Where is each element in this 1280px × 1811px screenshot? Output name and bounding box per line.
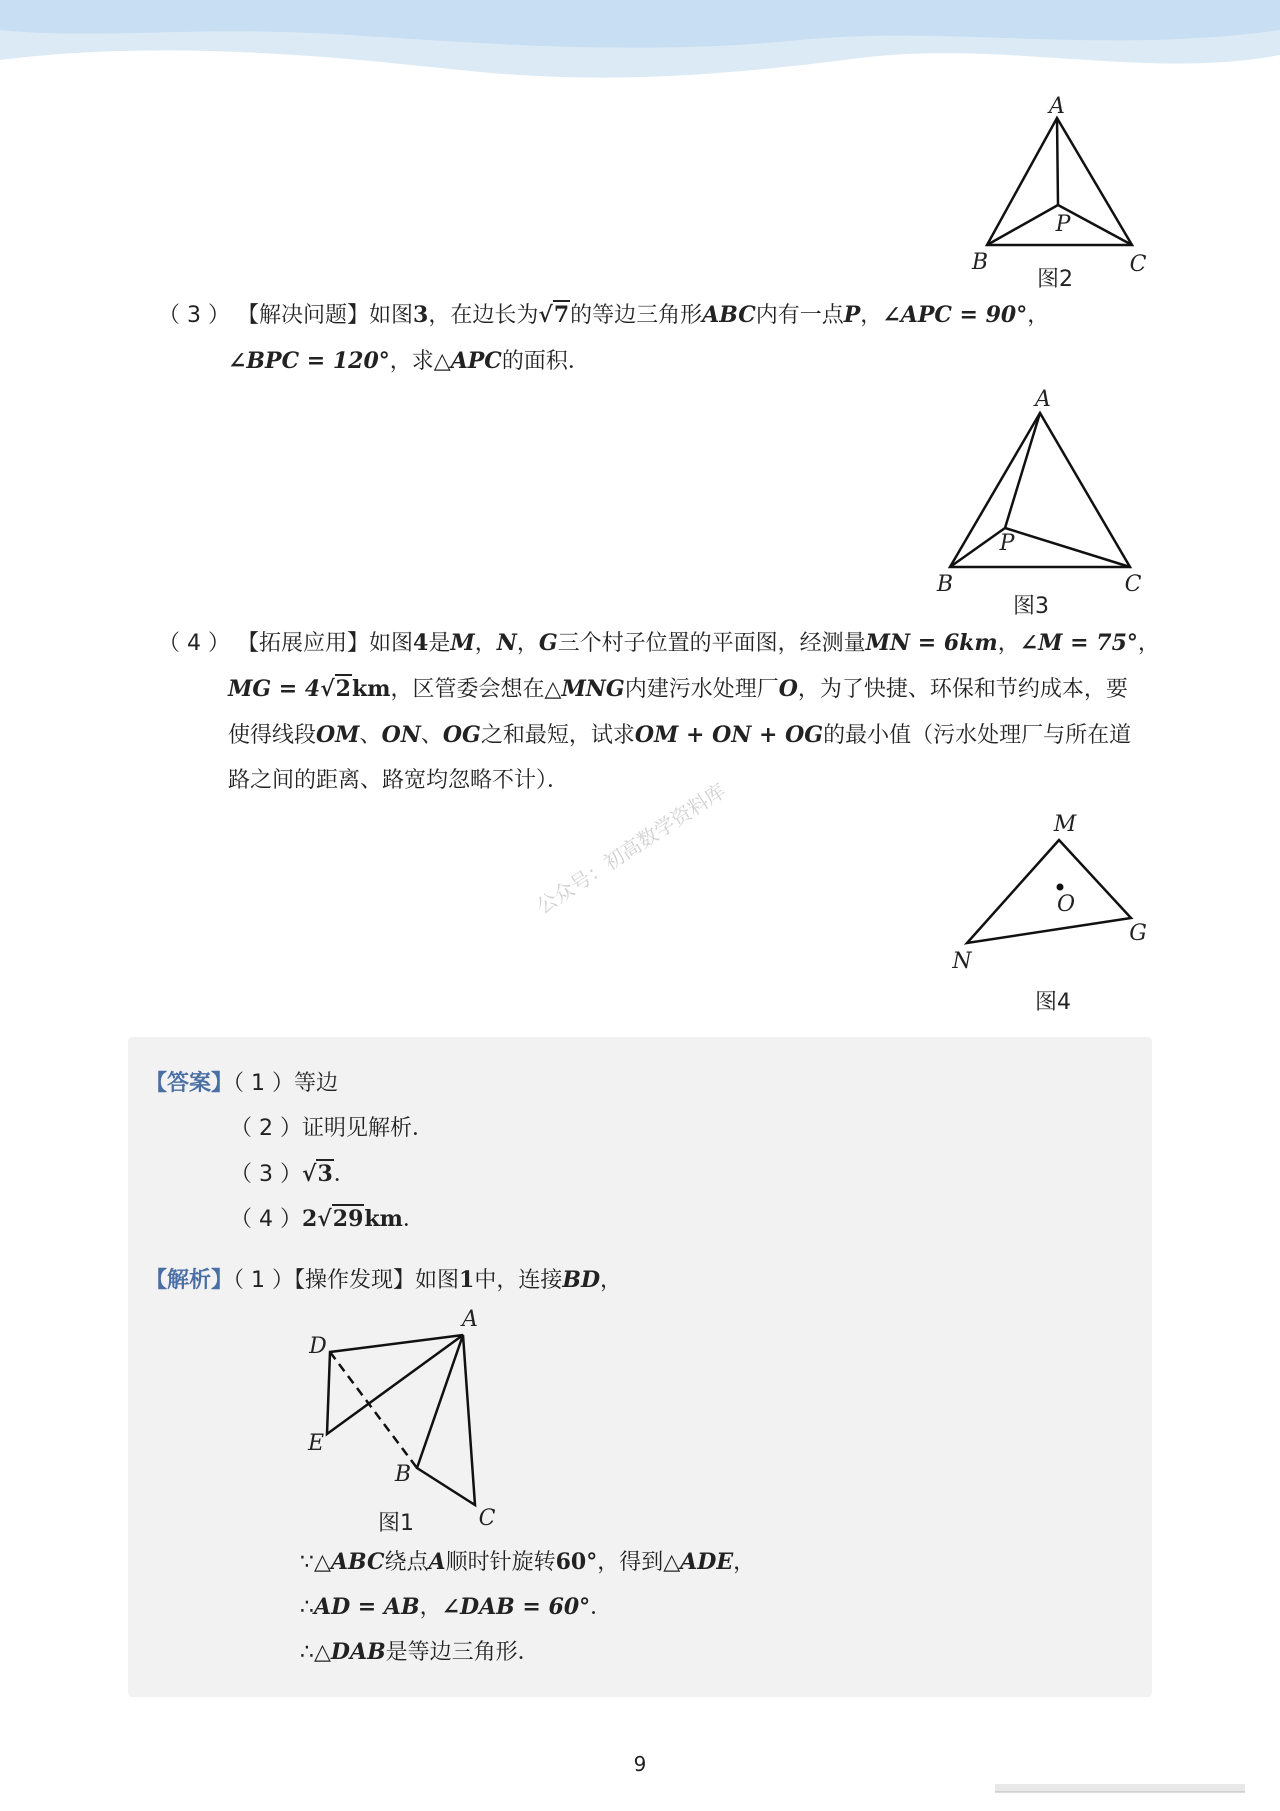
analysis-fig-ref: 1	[459, 1267, 475, 1293]
problem-3-title: 【解决问题】	[236, 303, 369, 328]
problem-4-mg-unit: km	[351, 676, 391, 702]
analysis-text: ∴△	[300, 1640, 331, 1665]
analysis-1-number: （ 1 ）	[233, 1268, 294, 1293]
problem-4-text: 三个村子位置的平面图，经测量	[557, 631, 866, 656]
answer-4-sqrt: √29	[317, 1206, 364, 1232]
fig1-label-e: E	[307, 1431, 325, 1456]
answer-line-4	[230, 1204, 425, 1235]
answer-3-sqrt: √3	[301, 1161, 333, 1187]
problem-4-text: ，	[1137, 631, 1160, 656]
problem-3-line-2	[228, 346, 590, 377]
problem-4-text: 内建污水处理厂	[624, 677, 779, 702]
figure-1-caption: 图1	[378, 1511, 414, 1536]
analysis-degree: 60°	[555, 1549, 598, 1575]
problem-4-var: M	[450, 630, 475, 656]
answer-1-text: 等边	[294, 1071, 339, 1096]
analysis-text: 是等边三角形．	[385, 1640, 540, 1665]
analysis-1-title: 【操作发现】	[294, 1268, 416, 1293]
analysis-text: ．	[590, 1595, 613, 1620]
problem-4-text: 如图	[369, 631, 414, 656]
figure-3	[925, 380, 1155, 595]
problem-3-side: √7	[538, 302, 570, 328]
answer-4-coef: 2	[301, 1206, 318, 1232]
analysis-text: ∴	[300, 1595, 314, 1620]
header-wave-decoration	[0, 0, 1280, 95]
page-number: 9	[633, 1752, 647, 1776]
problem-3-angle-apc: ∠APC = 90°	[882, 302, 1028, 328]
problem-3-triangle: ABC	[702, 302, 756, 328]
analysis-text: 如图	[415, 1268, 460, 1293]
answer-2-number: （ 2 ）	[230, 1116, 302, 1141]
answer-line-2	[230, 1114, 434, 1144]
fig1-label-c: C	[478, 1506, 496, 1530]
problem-4-var: G	[538, 630, 558, 656]
problem-3-fig-ref: 3	[413, 302, 429, 328]
fig1-label-d: D	[309, 1334, 327, 1359]
analysis-text: 绕点	[384, 1550, 429, 1575]
problem-4-text: 、	[420, 723, 443, 748]
problem-4-fig-ref: 4	[413, 630, 429, 656]
analysis-text: ，	[419, 1595, 442, 1620]
fig2-label-c: C	[1129, 252, 1147, 277]
problem-4-angle-m: ∠M = 75°	[1019, 630, 1138, 656]
answer-3-number: （ 3 ）	[230, 1162, 302, 1187]
problem-4-line-4: 路之间的距离、路宽均忽略不计）．	[228, 768, 570, 793]
fig3-label-p: P	[999, 531, 1015, 556]
analysis-segment-bd: BD	[562, 1267, 601, 1293]
problem-4-text: ，区管委会想在△	[390, 677, 562, 702]
problem-4-triangle: MNG	[561, 676, 625, 702]
figure-1	[295, 1300, 535, 1530]
fig4-label-m: M	[1053, 812, 1077, 837]
problem-4-sum: OM + ON + OG	[634, 722, 824, 748]
problem-3-text: 的等边三角形	[570, 303, 703, 328]
problem-3-text: ，在边长为	[428, 303, 539, 328]
answer-2-text: 证明见解析．	[301, 1116, 434, 1141]
problem-4-title: 【拓展应用】	[236, 631, 369, 656]
problem-3-text: 内有一点	[755, 303, 844, 328]
fig4-label-g: G	[1129, 921, 1147, 946]
problem-4-line-2	[228, 674, 1128, 705]
footer-decoration	[995, 1782, 1250, 1794]
answer-4-number: （ 4 ）	[230, 1207, 302, 1232]
fig1-label-b: B	[394, 1462, 412, 1487]
problem-4-segment: OG	[442, 722, 481, 748]
problem-4-var: N	[496, 630, 517, 656]
analysis-text: 顺时针旋转	[445, 1550, 556, 1575]
problem-3-angle-bpc: ∠BPC = 120°	[228, 348, 390, 374]
problem-4-mn: MN = 6km	[865, 630, 998, 656]
problem-3-text: ，	[1027, 303, 1050, 328]
problem-4-text: 的最小值（污水处理厂与所在道	[823, 723, 1132, 748]
analysis-text: ∵△	[300, 1550, 331, 1575]
problem-4-text: 是	[428, 631, 451, 656]
watermark: 公众号：初高数学资料库	[532, 778, 730, 919]
figure-2	[970, 95, 1150, 285]
analysis-tag: 【解析】	[145, 1268, 234, 1293]
problem-4-point-o: O	[778, 676, 798, 702]
analysis-triangle-dab: DAB	[330, 1639, 386, 1665]
analysis-equation-1: AD = AB	[314, 1594, 420, 1620]
figure-2-caption: 图2	[1037, 267, 1073, 292]
analysis-triangle-abc: ABC	[330, 1549, 385, 1575]
problem-4-text: ，	[474, 631, 497, 656]
analysis-equation-2: ∠DAB = 60°	[441, 1594, 591, 1620]
problem-3-text: ，	[860, 303, 883, 328]
analysis-triangle-ade: ADE	[680, 1549, 734, 1575]
answer-line-3	[230, 1159, 356, 1190]
problem-4-text: 之和最短，试求	[480, 723, 635, 748]
analysis-line-4	[300, 1637, 540, 1668]
answer-1-number: （ 1 ）	[233, 1071, 294, 1096]
problem-4-text: ，	[997, 631, 1020, 656]
analysis-text: 中，连接	[474, 1268, 563, 1293]
problem-3-area-triangle: APC	[450, 348, 502, 374]
problem-4-line-3	[228, 720, 1131, 751]
problem-4-text: ，	[516, 631, 539, 656]
fig4-label-o: O	[1056, 892, 1076, 917]
answer-4-unit: km	[364, 1206, 403, 1232]
problem-3-text: ，求△	[389, 349, 451, 374]
fig3-label-c: C	[1124, 572, 1142, 595]
problem-3-point: P	[843, 302, 861, 328]
analysis-text: ，	[733, 1550, 756, 1575]
fig1-label-a: A	[462, 1307, 478, 1332]
analysis-line-1	[145, 1265, 622, 1296]
figure-4	[940, 805, 1160, 975]
problem-4-line-1	[158, 628, 1160, 659]
fig2-label-b: B	[971, 250, 989, 275]
answer-4-end: ．	[402, 1207, 425, 1232]
problem-4-text: ，为了快捷、环保和节约成本，要	[797, 677, 1128, 702]
analysis-text: ，得到△	[597, 1550, 681, 1575]
figure-3-caption: 图3	[1013, 594, 1049, 619]
problem-3-line-1	[158, 300, 1049, 331]
problem-4-mg-sqrt: √2	[320, 676, 351, 702]
problem-4-text: 使得线段	[228, 723, 317, 748]
answer-line-1	[145, 1069, 338, 1099]
problem-3-number: （ 3 ）	[158, 303, 230, 328]
problem-4-mg: MG = 4	[228, 676, 321, 702]
fig4-label-n: N	[952, 949, 972, 974]
analysis-text: ，	[600, 1268, 623, 1293]
problem-3-text: 如图	[369, 303, 414, 328]
figure-4-caption: 图4	[1035, 990, 1071, 1015]
problem-3-text: 的面积．	[501, 349, 590, 374]
fig2-label-a: A	[1049, 95, 1065, 119]
analysis-point-a: A	[428, 1549, 446, 1575]
analysis-line-3	[300, 1592, 612, 1623]
answer-3-end: ．	[333, 1162, 356, 1187]
answer-tag: 【答案】	[145, 1071, 234, 1096]
fig3-label-b: B	[936, 572, 954, 595]
analysis-line-2	[300, 1547, 755, 1578]
fig3-label-a: A	[1035, 387, 1051, 412]
problem-4-segment: ON	[381, 722, 421, 748]
fig2-label-p: P	[1055, 212, 1071, 237]
problem-4-number: （ 4 ）	[158, 631, 230, 656]
problem-4-text: 、	[359, 723, 382, 748]
problem-4-segment: OM	[316, 722, 360, 748]
